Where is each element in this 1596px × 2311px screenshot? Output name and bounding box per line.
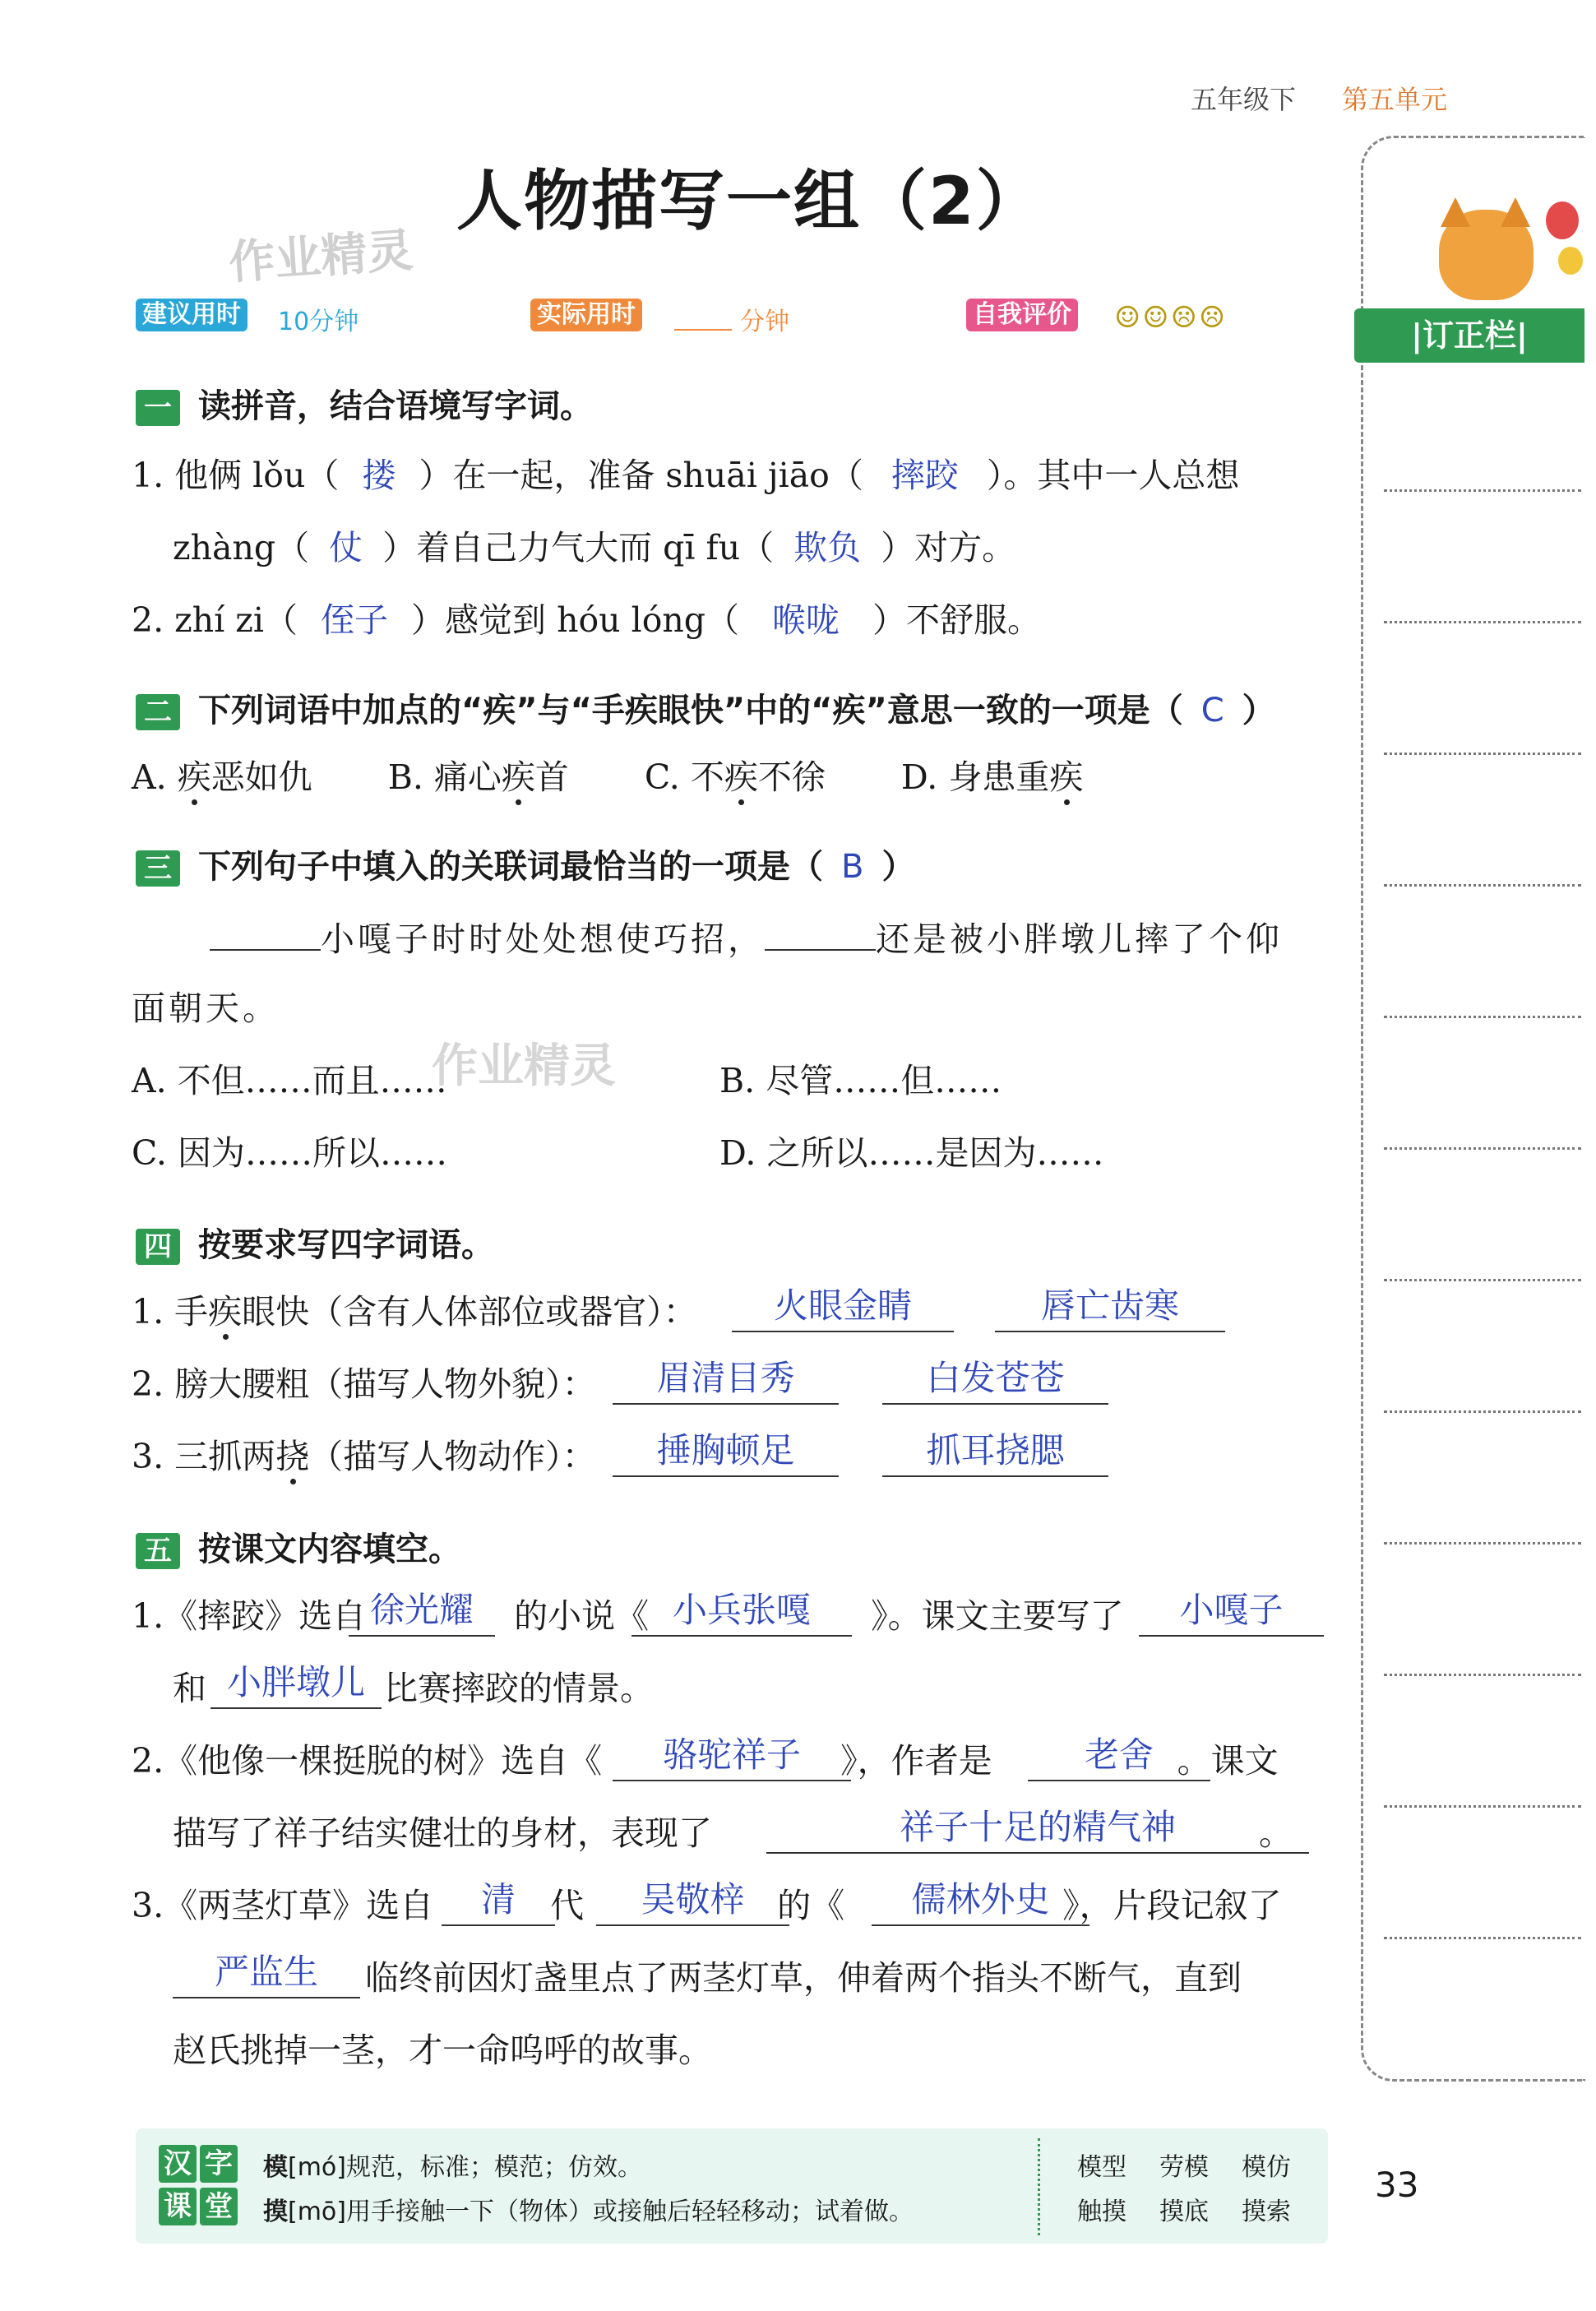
s1-q2-line: 2. zhí zi（ 侄子 ）感觉到 hóu lóng（ 喉咙 ）不舒服。 — [132, 600, 1042, 640]
correction-line — [1384, 489, 1581, 492]
word-1: 模型 — [1077, 2153, 1126, 2182]
section-4-heading — [136, 1219, 494, 1266]
answer-lou[interactable]: 搂 — [362, 456, 396, 495]
option-c[interactable]: C. 不疾不徐 — [644, 757, 826, 797]
answer-choice[interactable]: C — [1200, 692, 1224, 729]
s3-option-b[interactable]: B. 尽管……但…… — [719, 1061, 1002, 1100]
section-title: 按要求写四字词语。 — [198, 1226, 494, 1264]
correction-line — [1384, 1937, 1581, 1939]
correction-column — [1361, 136, 1585, 2082]
answer-blank[interactable]: 老舍 — [1028, 1732, 1210, 1781]
answer-blank[interactable]: 小胖墩儿 — [210, 1660, 382, 1709]
answer-qifu[interactable]: 欺负 — [793, 528, 862, 567]
s5-q3-line3: 赵氏挑掉一茎，才一命呜呼的故事。 — [173, 2031, 712, 2070]
definition-mo: 模[mó]规范，标准；模范；仿效。 — [263, 2153, 642, 2182]
s1-q1-line2: zhàng（ 仗 ）着自己力气大而 qī fu（ 欺负 ）对方。 — [173, 528, 1016, 567]
correction-line — [1384, 753, 1581, 755]
answer-blank[interactable]: 骆驼祥子 — [613, 1732, 851, 1781]
s5-q3-line2: 临终前因灯盏里点了两茎灯草，伸着两个指头不断气，直到 — [365, 1958, 1242, 1998]
answer-blank[interactable]: 清 — [442, 1877, 555, 1926]
section-number: 四 — [136, 1229, 180, 1265]
s3-option-a[interactable]: A. 不但……而且…… — [132, 1061, 447, 1100]
sad-icon[interactable]: ☹ — [1198, 301, 1228, 335]
word-6: 摸索 — [1242, 2198, 1291, 2226]
answer-blank[interactable]: 小嘎子 — [1139, 1587, 1324, 1637]
self-evaluation-label: 自我评价 — [966, 299, 1078, 331]
suggested-time-value: 10分钟 — [278, 308, 359, 336]
sentence-blank[interactable] — [210, 911, 321, 951]
correction-line — [1384, 1542, 1581, 1545]
section-number: 五 — [136, 1533, 180, 1569]
answer-shuaijiao[interactable]: 摔跤 — [891, 456, 959, 495]
s5-q1-text: 1.《摔跤》选自 的小说《 》。课文主要写了 — [132, 1596, 1124, 1636]
answer-blank[interactable]: 白发苍苍 — [882, 1355, 1108, 1405]
option-b[interactable]: B. 痛心疾首 — [387, 757, 569, 797]
s4-q1: 1. 手疾眼快（含有人体部位或器官）： — [132, 1292, 697, 1331]
s5-q1-line2: 和 比赛摔跤的情景。 — [173, 1669, 654, 1708]
answer-blank[interactable]: 抓耳挠腮 — [882, 1428, 1108, 1477]
answer-blank[interactable]: 火眼金睛 — [732, 1283, 954, 1332]
balloon-icon — [1558, 247, 1583, 275]
word-4: 触摸 — [1077, 2198, 1126, 2226]
word-3: 模仿 — [1242, 2153, 1291, 2182]
s3-sentence-line1: 小嘎子时时处处想使巧招， 还是被小胖墩儿摔了个仰 — [210, 911, 1283, 964]
s5-q2-text: 2.《他像一棵挺脱的树》选自《 》，作者是 。课文 — [132, 1741, 1279, 1781]
option-a[interactable]: A. 疾恶如仇 — [132, 757, 312, 797]
s2-options — [132, 753, 1083, 802]
answer-blank[interactable]: 捶胸顿足 — [613, 1428, 839, 1477]
watermark: 作业精灵 — [432, 1040, 616, 1093]
watermark: 作业精灵 — [227, 224, 415, 290]
s3-option-c[interactable]: C. 因为……所以…… — [132, 1133, 447, 1173]
definition-mo2: 摸[mō]用手接触一下（物体）或接触后轻轻移动；试着做。 — [263, 2198, 914, 2226]
correction-line — [1384, 884, 1581, 887]
answer-blank[interactable]: 儒林外史 — [872, 1877, 1089, 1926]
page-title: 人物描写一组（2） — [456, 163, 1043, 239]
cat-ear-icon — [1441, 197, 1470, 227]
actual-time-blank — [674, 329, 732, 331]
answer-blank[interactable]: 唇亡齿寒 — [995, 1283, 1225, 1332]
correction-line — [1384, 1279, 1581, 1281]
sentence-blank[interactable] — [765, 911, 876, 951]
actual-time-unit: 分钟 — [740, 308, 789, 336]
answer-blank[interactable]: 祥子十足的精气神 — [766, 1804, 1309, 1854]
badge-char: 汉 字 — [159, 2145, 241, 2183]
s3-option-d[interactable]: D. 之所以……是因为…… — [719, 1133, 1104, 1173]
option-d[interactable]: D. 身患重疾 — [900, 757, 1084, 797]
section-title: 下列句子中填入的关联词最恰当的一项是（ — [198, 848, 823, 886]
section-1-heading — [136, 380, 593, 427]
suggested-time-label: 建议用时 — [136, 299, 247, 331]
s4-q2: 2. 膀大腰粗（描写人物外貌）： — [132, 1364, 596, 1404]
s3-sentence-line2: 面朝天。 — [132, 989, 280, 1028]
page-number: 33 — [1375, 2165, 1419, 2205]
answer-blank[interactable]: 严监生 — [173, 1949, 360, 1998]
section-title: 按课文内容填空。 — [198, 1531, 461, 1568]
section-3-heading: 三 下列句子中填入的关联词最恰当的一项是（ B ） — [136, 841, 914, 887]
section-2-heading: 二 下列词语中加点的“疾”与“手疾眼快”中的“疾”意思一致的一项是（ C ） — [136, 684, 1275, 731]
correction-banner: |订正栏| — [1354, 308, 1584, 363]
unit-label: 第五单元 — [1342, 84, 1448, 115]
actual-time-label: 实际用时 — [530, 299, 642, 331]
section-5-heading — [136, 1523, 461, 1570]
answer-blank[interactable]: 徐光耀 — [349, 1587, 495, 1637]
correction-line — [1384, 1410, 1581, 1413]
badge-class: 课 堂 — [159, 2188, 241, 2225]
answer-blank[interactable]: 小兵张嘎 — [631, 1587, 852, 1637]
answer-zhizi[interactable]: 侄子 — [321, 600, 389, 640]
word-5: 摸底 — [1159, 2198, 1209, 2226]
neutral-icon[interactable]: ☹ — [1170, 301, 1199, 335]
correction-line — [1384, 1016, 1581, 1018]
balloon-icon — [1546, 201, 1579, 239]
s5-q2-line2: 描写了祥子结实健壮的身材，表现了 。 — [173, 1813, 1293, 1853]
section-title: 读拼音，结合语境写字词。 — [198, 387, 593, 425]
answer-houlong[interactable]: 喉咙 — [772, 600, 840, 640]
correction-line — [1384, 1147, 1581, 1150]
word-2: 劳模 — [1159, 2153, 1209, 2182]
cat-ear-icon — [1501, 197, 1530, 227]
emoji-rating-icons[interactable] — [1114, 301, 1227, 335]
s1-q1-line1: 1. 他俩 lǒu（ 搂 ）在一起，准备 shuāi jiāo（ 摔跤 ）。其中一人总想 — [132, 456, 1240, 495]
smile-icon[interactable]: ☺ — [1114, 301, 1143, 335]
section-number: 二 — [136, 694, 180, 730]
correction-line — [1384, 621, 1581, 623]
s5-q3-text: 3.《两茎灯草》选自 代 的《 》，片段记叙了 — [132, 1886, 1282, 1925]
grade-label: 五年级下 — [1191, 84, 1297, 115]
section-title: 下列词语中加点的“疾”与“手疾眼快”中的“疾”意思一致的一项是（ — [198, 692, 1183, 729]
answer-blank[interactable]: 眉清目秀 — [613, 1355, 839, 1405]
correction-line — [1384, 1805, 1581, 1808]
s4-q3: 3. 三抓两挠（描写人物动作）： — [132, 1437, 596, 1476]
footer-divider — [1038, 2138, 1040, 2235]
correction-line — [1384, 1674, 1581, 1676]
answer-zhang[interactable]: 仗 — [329, 528, 363, 567]
answer-choice[interactable]: B — [841, 848, 864, 886]
answer-blank[interactable]: 吴敬梓 — [596, 1877, 789, 1926]
section-number: 一 — [136, 390, 180, 426]
content-icon[interactable]: ☺ — [1142, 301, 1171, 335]
section-number: 三 — [136, 850, 180, 887]
